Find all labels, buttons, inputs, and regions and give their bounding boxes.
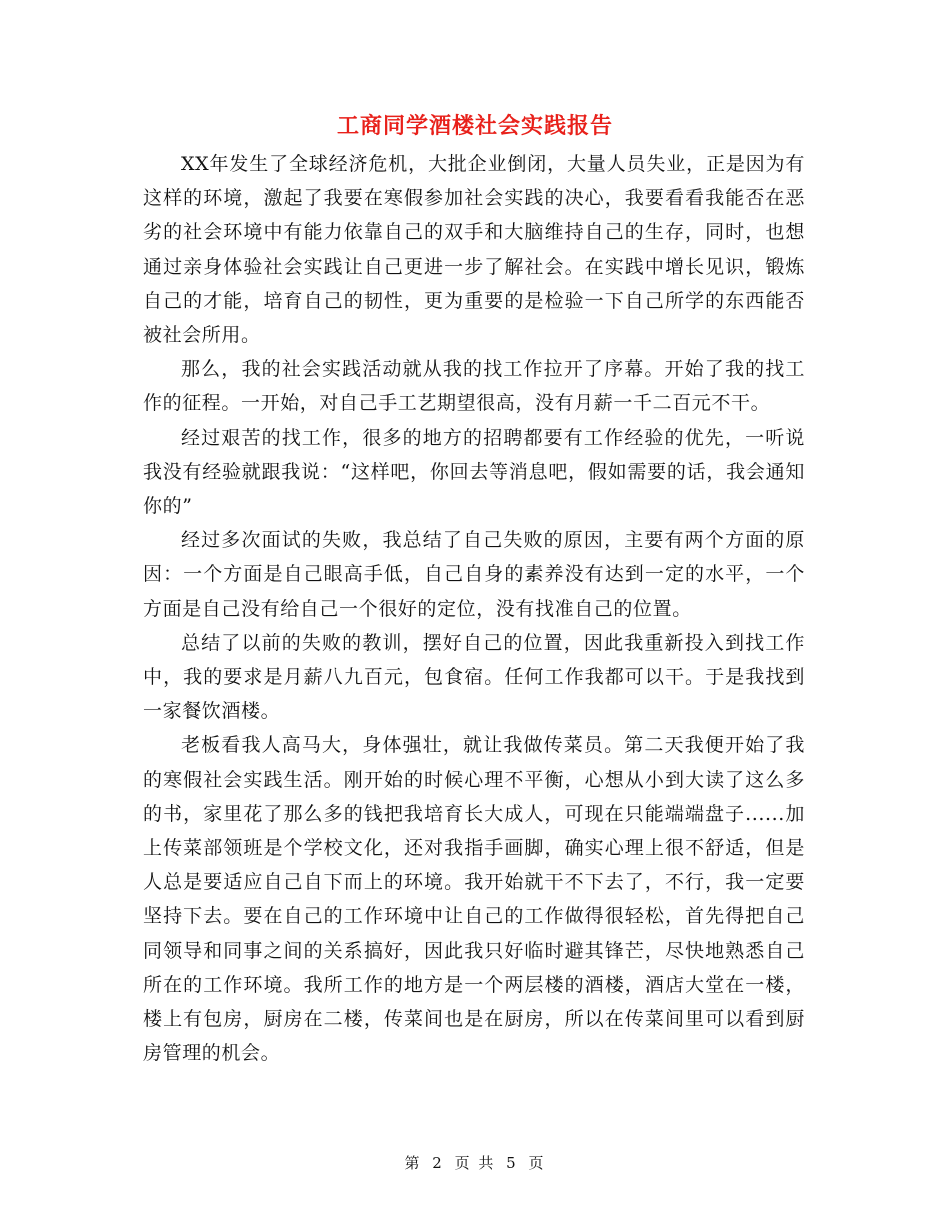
footer-page-number: 2	[432, 1154, 444, 1172]
page-footer	[0, 1152, 950, 1174]
paragraph-6: 老板看我人高马大，身体强壮，就让我做传菜员。第二天我便开始了我的寒假社会实践生活。刚开始的时候心理不平衡，心想从小到大读了这么多的书，家里花了那么多的钱把我培育长大成人，可现在只能端端盘子......加上传菜部领班是个学校文化，还对我指手画脚，确实心理上很不舒适，但是人总是要适应自己自下而上的环境。我开始就干不下去了，不行，我一定要坚持下去。要在自己的工作环境中让自己的工作做得很轻松，首先得把自己同领导和同事之间的关系搞好，因此我只好临时避其锋芒，尽快地熟悉自己所在的工作环境。我所工作的地方是一个两层楼的酒楼，酒店大堂在一楼，楼上有包房，厨房在二楼，传菜间也是在厨房，所以在传菜间里可以看到厨房管理的机会。	[143, 734, 805, 1065]
footer-total-pages: 5	[506, 1154, 518, 1172]
paragraph-4: 经过多次面试的失败，我总结了自己失败的原因，主要有两个方面的原因：一个方面是自己眼高手低，自己自身的素养没有达到一定的水平，一个方面是自己没有给自己一个很好的定位，没有找准自己的位置。	[143, 529, 805, 620]
paragraph-3: 经过艰苦的找工作，很多的地方的招聘都要有工作经验的优先，一听说我没有经验就跟我说：“这样吧，你回去等消息吧，假如需要的话，我会通知你的”	[143, 426, 805, 518]
paragraph-5: 总结了以前的失败的教训，摆好自己的位置，因此我重新投入到找工作中，我的要求是月薪八九百元，包食宿。任何工作我都可以干。于是我找到一家餐饮酒楼。	[143, 631, 805, 723]
paragraph-1: XX年发生了全球经济危机，大批企业倒闭，大量人员失业，正是因为有这样的环境，激起了我要在寒假参加社会实践的决心，我要看看我能否在恶劣的社会环境中有能力依靠自己的双手和大脑维持自己的生存，同时，也想通过亲身体验社会实践让自己更进一步了解社会。在实践中增长见识，锻炼自己的才能，培育自己的韧性，更为重要的是检验一下自己所学的东西能否被社会所用。	[143, 153, 805, 347]
footer-suffix: 页	[528, 1154, 546, 1172]
document-title: 工商同学酒楼社会实践报告	[336, 113, 613, 139]
document-body	[143, 147, 805, 1070]
footer-prefix: 第	[404, 1154, 422, 1172]
paragraph-2: 那么，我的社会实践活动就从我的找工作拉开了序幕。开始了我的找工作的征程。一开始，对自己手工艺期望很高，没有月薪一千二百元不干。	[143, 358, 805, 415]
footer-middle: 页 共	[454, 1154, 496, 1172]
